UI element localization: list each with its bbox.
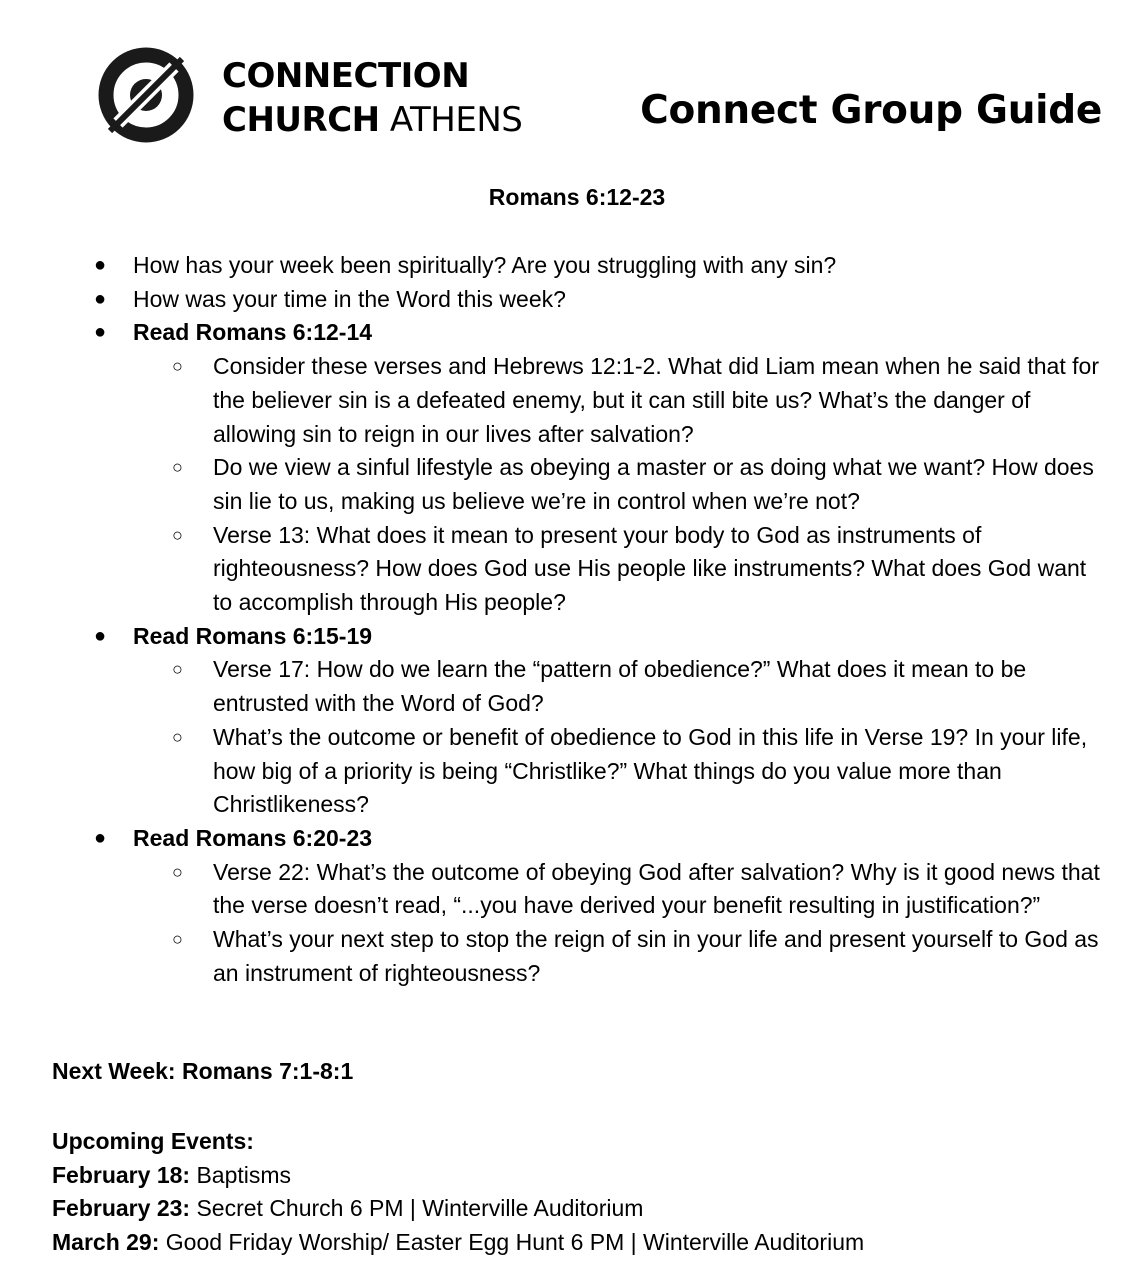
sub-question-item <box>88 519 1108 620</box>
section-heading: Read Romans 6:15-19 <box>133 622 373 649</box>
question-text: How was your time in the Word this week? <box>133 285 566 312</box>
upcoming-events <box>52 1125 864 1260</box>
section-heading: Read Romans 6:12-14 <box>133 319 373 346</box>
sub-question-item <box>88 856 1108 923</box>
question-item <box>88 316 1108 350</box>
question-item <box>88 620 1108 654</box>
bullet-icon: ● <box>94 826 107 849</box>
brand-line-1: CONNECTION <box>222 56 470 96</box>
question-item <box>88 822 1108 856</box>
sub-question-item <box>88 451 1108 518</box>
sub-question-item <box>88 721 1108 822</box>
question-item <box>88 249 1108 283</box>
page-title: Connect Group Guide <box>640 88 1102 133</box>
sub-question-text: Verse 22: What’s the outcome of obeying God after salvation? Why is it good news that the verse doesn’t read, “...you have derived your benefit resulting in justification?” <box>213 858 1100 919</box>
circle-bullet-icon: ○ <box>172 457 183 478</box>
bullet-icon: ● <box>94 254 107 276</box>
circle-bullet-icon: ○ <box>172 929 183 950</box>
connection-logo-icon <box>96 45 196 145</box>
question-text: How has your week been spiritually? Are you struggling with any sin? <box>133 252 837 278</box>
passage-heading: Romans 6:12-23 <box>488 184 666 210</box>
bullet-icon: ● <box>94 321 107 344</box>
next-week: Next Week: Romans 7:1-8:1 <box>52 1058 354 1084</box>
section-heading: Read Romans 6:20-23 <box>133 824 373 851</box>
sub-question-text: Do we view a sinful lifestyle as obeying a master or as doing what we want? How does sin lie to us, making us believe we’re in control when we’re not? <box>213 454 1094 514</box>
church-name <box>222 54 522 142</box>
question-list <box>88 249 1108 990</box>
sub-question-text: Consider these verses and Hebrews 12:1-2. What did Liam mean when he said that for the believer sin is a defeated enemy, but it can still bite us? What’s the danger of allowing sin to reign in our lives after salvation? <box>213 353 1099 447</box>
circle-bullet-icon: ○ <box>172 356 183 377</box>
circle-bullet-icon: ○ <box>172 861 183 882</box>
circle-bullet-icon: ○ <box>172 659 183 680</box>
sub-question-text: What’s the outcome or benefit of obedience to God in this life in Verse 19? In your life, how big of a priority is being “Christlike?” What things do you value more than Christlikeness? <box>213 723 1088 818</box>
sub-question-item <box>88 350 1108 451</box>
circle-bullet-icon: ○ <box>172 524 183 545</box>
event-item <box>52 1192 864 1226</box>
event-date: February 23: <box>52 1195 191 1222</box>
sub-question-text: Verse 13: What does it mean to present your body to God as instruments of righteousness? How does God use His people like instruments? What does God want to accomplish through His people? <box>213 521 1087 616</box>
bullet-icon: ● <box>94 624 107 647</box>
event-item <box>52 1159 864 1193</box>
brand-line-2-regular: ATHENS <box>389 100 523 140</box>
event-desc: Baptisms <box>196 1161 292 1188</box>
sub-question-text: Verse 17: How do we learn the “pattern of obedience?” What does it mean to be entrusted with the Word of God? <box>213 656 1027 717</box>
brand-line-2-bold: CHURCH <box>222 100 380 140</box>
sub-question-item <box>88 923 1108 990</box>
bullet-icon: ● <box>94 287 107 310</box>
event-date: March 29: <box>52 1229 160 1256</box>
event-desc: Good Friday Worship/ Easter Egg Hunt 6 PM | Winterville Auditorium <box>165 1229 865 1256</box>
event-date: February 18: <box>52 1161 191 1188</box>
question-item <box>88 283 1108 317</box>
event-item <box>52 1226 864 1260</box>
circle-bullet-icon: ○ <box>172 726 183 747</box>
event-desc: Secret Church 6 PM | Winterville Auditorium <box>196 1195 644 1222</box>
sub-question-item <box>88 653 1108 720</box>
sub-question-text: What’s your next step to stop the reign of sin in your life and present yourself to God as an instrument of righteousness? <box>213 926 1099 986</box>
events-heading: Upcoming Events: <box>52 1128 254 1154</box>
